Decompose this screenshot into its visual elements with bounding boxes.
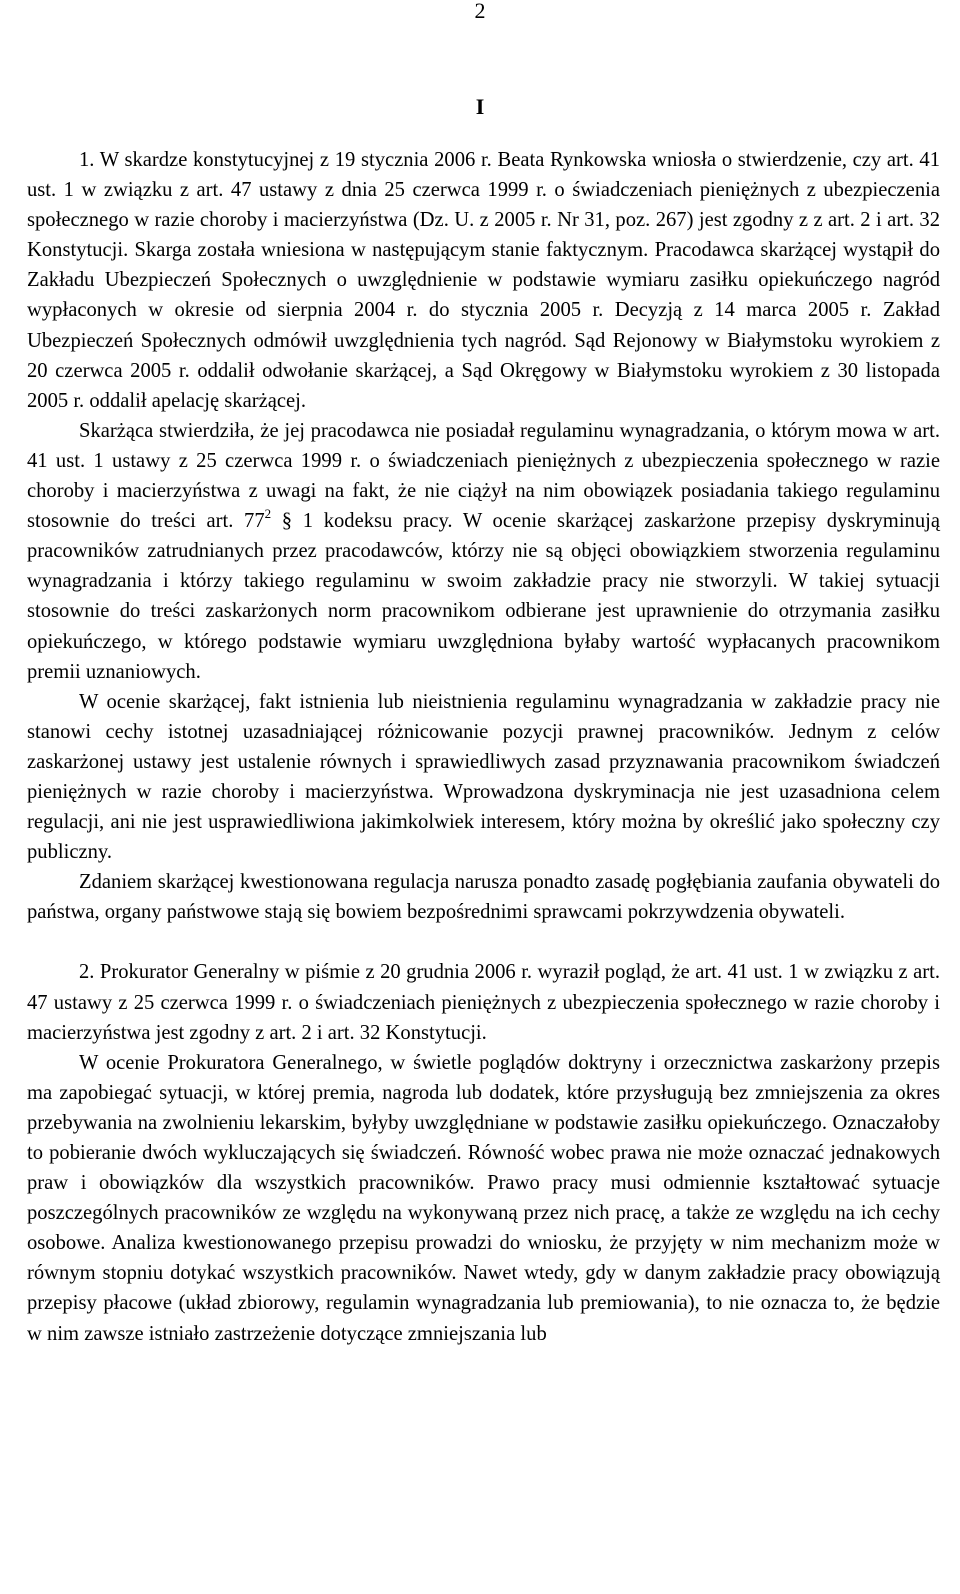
paragraph-complaint-intro: 1. W skardze konstytucyjnej z 19 stycznia 2006 r. Beata Rynkowska wniosła o stwierdzenie, czy art. 41 ust. 1 w związku z art. 47 ustawy z dnia 25 czerwca 1999 r. o świadczeniach pieniężnych z ubezpieczenia społecznego w razie choroby i macierzyństwa (Dz. U. z 2005 r. Nr 31, poz. 267) jest zgodny z z art. 2 i art. 32 Konstytucji. Skarga została wniesiona w następującym stanie faktycznym. Pracodawca skarżącej wystąpił do Zakładu Ubezpieczeń Społecznych o uwzględnienie w podstawie wymiaru zasiłku opiekuńczego nagród wypłaconych w okresie od sierpnia 2004 r. do stycznia 2005 r. Decyzją z 14 marca 2005 r. Zakład Ubezpieczeń Społecznych odmówił uwzględnienia tych nagród. Sąd Rejonowy w Białymstoku wyrokiem z 20 czerwca 2005 r. oddalił odwołanie skarżącej, a Sąd Okręgowy w Białymstoku wyrokiem z 30 listopada 2005 r. oddalił apelację skarżącej.	[27, 149, 940, 412]
section-heading: I	[475, 94, 485, 119]
superscript-article-number: 2	[264, 506, 272, 522]
paragraph-discrimination-argument: W ocenie skarżącej, fakt istnienia lub nieistnienia regulaminu wynagradzania w zakładzie pracy nie stanowi cechy istotnej uzasadniającej różnicowanie pozycji prawnej pracowników. Jednym z celów zaskarżonej ustawy jest ustalenie równych i sprawiedliwych zasad przyznawania pracownikom świadczeń pieniężnych w razie choroby i macierzyństwa. Wprowadzona dyskryminacja nie jest uzasadniona celem regulacji, ani nie jest usprawiedliwiona jakimkolwiek interesem, który można by określić jako społeczny czy publiczny.	[27, 690, 940, 864]
paragraph-spacer	[27, 927, 940, 957]
document-body	[27, 145, 940, 1349]
paragraph-trust-principle: Zdaniem skarżącej kwestionowana regulacja narusza ponadto zasadę pogłębiania zaufania obywateli do państwa, organy państwowe stają się bowiem bezpośrednimi sprawcami pokrzywdzenia obywateli.	[27, 871, 940, 924]
page-number: 2	[474, 0, 486, 23]
paragraph-text: § 1 kodeksu pracy. W ocenie skarżącej zaskarżone przepisy dyskryminują pracowników zatrudnianych przez pracodawców, którzy nie są objęci obowiązkiem stworzenia regulaminu wynagradzania i którzy takiego regulaminu w swoim zakładzie pracy nie stworzyli. W takiej sytuacji stosownie do treści zaskarżonych norm pracownikom odbierane jest uprawnienie do otrzymania zasiłku opiekuńczego, w którego podstawie wymiaru uwzględniona byłaby wartość wypłacanych pracownikom premii uznaniowych.	[27, 510, 940, 683]
paragraph-prosecutor-reasoning: W ocenie Prokuratora Generalnego, w świetle poglądów doktryny i orzecznictwa zaskarżony przepis ma zapobiegać sytuacji, w której premia, nagroda lub dodatek, które przysługują bez zmniejszenia za okres przebywania na zwolnieniu lekarskim, byłyby uwzględniane w podstawie zasiłku opiekuńczego. Oznaczałoby to pobieranie dwóch wykluczających się świadczeń. Równość wobec prawa nie może oznaczać jednakowych praw i obowiązków dla wszystkich pracowników. Prawo pracy musi odmiennie kształtować sytuacje poszczególnych pracowników ze względu na wykonywaną przez nich pracę, a także ze względu na ich cechy osobowe. Analiza kwestionowanego przepisu prowadzi do wniosku, że przyjęty w nim mechanizm może w równym stopniu dotykać wszystkich pracowników. Nawet wtedy, gdy w danym zakładzie pracy obowiązują przepisy płacowe (układ zbiorowy, regulamin wynagradzania lub premiowania), to nie oznacza to, że będzie w nim zawsze istniało zastrzeżenie dotyczące zmniejszania lub	[27, 1051, 940, 1345]
paragraph-prosecutor-opinion: 2. Prokurator Generalny w piśmie z 20 grudnia 2006 r. wyraził pogląd, że art. 41 ust. 1 w związku z art. 47 ustawy z 25 czerwca 1999 r. o świadczeniach pieniężnych z ubezpieczenia społecznego w razie choroby i macierzyństwa jest zgodny z art. 2 i art. 32 Konstytucji.	[27, 961, 940, 1044]
paragraph-complainant-argument	[27, 416, 940, 687]
paragraph-text: Skarżąca stwierdziła, że jej pracodawca nie posiadał regulaminu wynagradzania, o którym mowa w art. 41 ust. 1 ustawy z 25 czerwca 1999 r. o świadczeniach pieniężnych z ubezpieczenia społecznego w razie choroby i macierzyństwa z uwagi na fakt, że nie ciążył na nim obowiązek posiadania takiego regulaminu stosownie do treści art. 77	[27, 419, 940, 533]
